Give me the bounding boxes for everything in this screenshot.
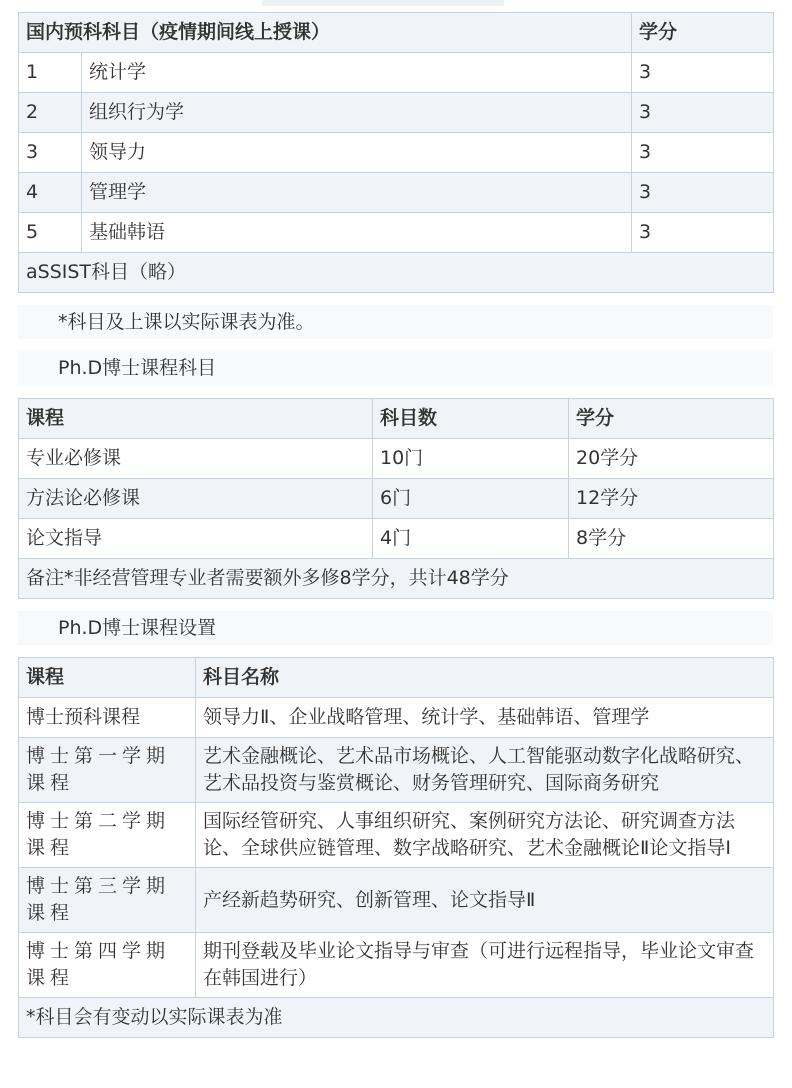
row-subjects: 产经新趋势研究、创新管理、论文指导Ⅱ: [196, 868, 774, 933]
row-credits: 8学分: [569, 519, 774, 559]
header-count: 科目数: [373, 399, 569, 439]
row-credits: 3: [632, 133, 774, 173]
row-credits: 12学分: [569, 479, 774, 519]
row-subject: 组织行为学: [82, 93, 632, 133]
header-subjects: 科目名称: [196, 658, 774, 698]
row-course: 博士第二学期课程: [19, 803, 196, 868]
row-number: 5: [19, 213, 82, 253]
header-credits: 学分: [632, 13, 774, 53]
row-count: 6门: [373, 479, 569, 519]
row-course: 方法论必修课: [19, 479, 373, 519]
table-footer: 备注*非经营管理专业者需要额外多修8学分，共计48学分: [19, 559, 774, 599]
row-credits: 20学分: [569, 439, 774, 479]
row-subjects: 领导力Ⅱ、企业战略管理、统计学、基础韩语、管理学: [196, 698, 774, 738]
row-course: 论文指导: [19, 519, 373, 559]
row-course: 博士第一学期课程: [19, 738, 196, 803]
section-title-phd-subjects: Ph.D博士课程科目: [18, 351, 773, 385]
row-number: 1: [19, 53, 82, 93]
row-subject: 领导力: [82, 133, 632, 173]
table-row: [19, 868, 774, 933]
table-row: [19, 213, 774, 253]
course-note: *科目及上课以实际课表为准。: [18, 305, 773, 339]
table-footer: aSSIST科目（略）: [19, 253, 774, 293]
table-footer-row: [19, 559, 774, 599]
row-subject: 管理学: [82, 173, 632, 213]
table-row: [19, 479, 774, 519]
header-credits: 学分: [569, 399, 774, 439]
table-row: [19, 519, 774, 559]
row-subjects: 国际经管研究、人事组织研究、案例研究方法论、研究调查方法论、全球供应链管理、数字战略研究、艺术金融概论Ⅱ论文指导Ⅰ: [196, 803, 774, 868]
prep-courses-table: [18, 12, 774, 293]
row-credits: 3: [632, 53, 774, 93]
table-row: [19, 173, 774, 213]
table-footer-row: [19, 253, 774, 293]
row-course: 博士第四学期课程: [19, 933, 196, 998]
row-number: 2: [19, 93, 82, 133]
table-row: [19, 933, 774, 998]
row-count: 10门: [373, 439, 569, 479]
row-credits: 3: [632, 93, 774, 133]
row-number: 4: [19, 173, 82, 213]
row-subject: 统计学: [82, 53, 632, 93]
row-count: 4门: [373, 519, 569, 559]
phd-curriculum-table: [18, 657, 774, 1038]
table-row: [19, 698, 774, 738]
table-header: [19, 399, 774, 439]
row-course: 博士预科课程: [19, 698, 196, 738]
table-row: [19, 133, 774, 173]
header-course: 课程: [19, 399, 373, 439]
table-row: [19, 93, 774, 133]
table-row: [19, 738, 774, 803]
top-divider: [262, 0, 504, 6]
row-subjects: 艺术金融概论、艺术品市场概论、人工智能驱动数字化战略研究、艺术品投资与鉴赏概论、财务管理研究、国际商务研究: [196, 738, 774, 803]
table-header: [19, 13, 774, 53]
header-course: 课程: [19, 658, 196, 698]
table-footer-row: [19, 998, 774, 1038]
row-subjects: 期刊登载及毕业论文指导与审查（可进行远程指导，毕业论文审查在韩国进行）: [196, 933, 774, 998]
table-row: [19, 53, 774, 93]
phd-subjects-table: [18, 398, 774, 599]
table-header: [19, 658, 774, 698]
row-number: 3: [19, 133, 82, 173]
row-course: 博士第三学期课程: [19, 868, 196, 933]
row-subject: 基础韩语: [82, 213, 632, 253]
table-row: [19, 439, 774, 479]
row-credits: 3: [632, 213, 774, 253]
row-credits: 3: [632, 173, 774, 213]
row-course: 专业必修课: [19, 439, 373, 479]
table-row: [19, 803, 774, 868]
header-subject: 国内预科科目（疫情期间线上授课）: [19, 13, 632, 53]
section-title-phd-curriculum: Ph.D博士课程设置: [18, 611, 773, 645]
table-footer: *科目会有变动以实际课表为准: [19, 998, 774, 1038]
